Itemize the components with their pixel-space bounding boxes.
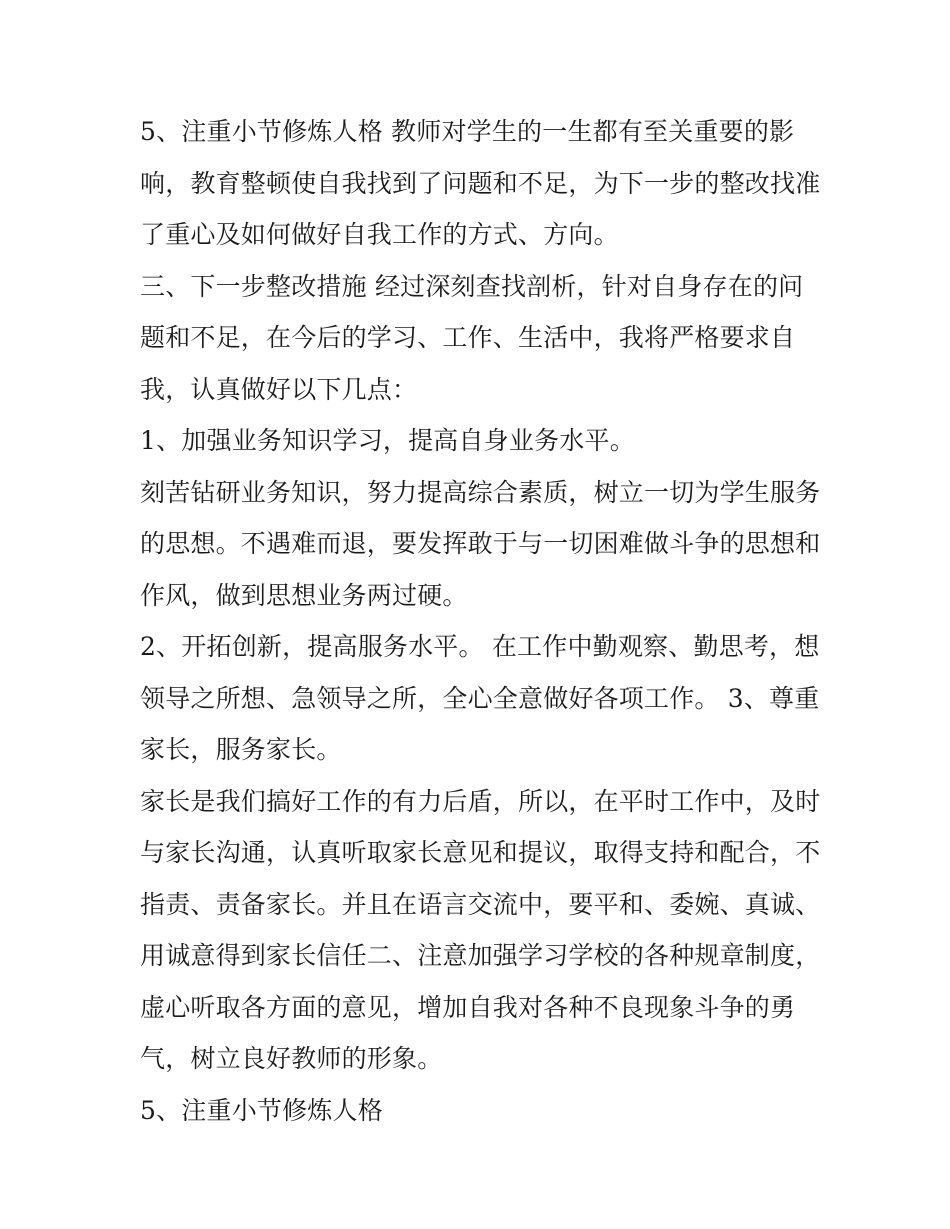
text-line: 2、开拓创新，提高服务水平。 在工作中勤观察、勤思考，想 — [140, 632, 820, 661]
text-line: 的思想。不遇难而退，要发挥敢于与一切困难做斗争的思想和 — [140, 529, 821, 558]
text-line: 作风，做到思想业务两过硬。 — [140, 580, 468, 610]
text-line: 家长是我们搞好工作的有力后盾，所以，在平时工作中，及时 — [140, 786, 821, 816]
text-line: 家长，服务家长。 — [140, 735, 342, 764]
body-text — [140, 106, 820, 1136]
text-line: 题和不足，在今后的学习、工作、生活中，我将严格要求自 — [140, 323, 796, 352]
text-line: 指责、责备家长。并且在语言交流中，要平和、委婉、真诚、 — [140, 889, 821, 919]
text-line: 我，认真做好以下几点： — [140, 374, 418, 404]
text-line: 领导之所想、急领导之所，全心全意做好各项工作。 3、尊重 — [140, 683, 820, 713]
text-line: 用诚意得到家长信任二、注意加强学习学校的各种规章制度， — [140, 941, 821, 970]
text-line: 5、注重小节修炼人格 — [140, 1095, 383, 1125]
text-line: 5、注重小节修炼人格 教师对学生的一生都有至关重要的影 — [140, 117, 795, 146]
text-line: 刻苦钻研业务知识，努力提高综合素质，树立一切为学生服务 — [140, 477, 821, 507]
text-line: 1、加强业务知识学习，提高自身业务水平。 — [140, 426, 635, 455]
text-line: 虚心听取各方面的意见，增加自我对各种不良现象斗争的勇 — [140, 992, 796, 1022]
text-line: 气，树立良好教师的形象。 — [140, 1044, 443, 1073]
text-line: 与家长沟通，认真听取家长意见和提议，取得支持和配合，不 — [140, 838, 821, 867]
text-line: 了重心及如何做好自我工作的方式、方向。 — [140, 220, 619, 249]
text-line: 三、下一步整改措施 经过深刻查找剖析，针对自身存在的问 — [140, 271, 804, 301]
text-line: 响，教育整顿使自我找到了问题和不足，为下一步的整改找准 — [140, 168, 821, 198]
